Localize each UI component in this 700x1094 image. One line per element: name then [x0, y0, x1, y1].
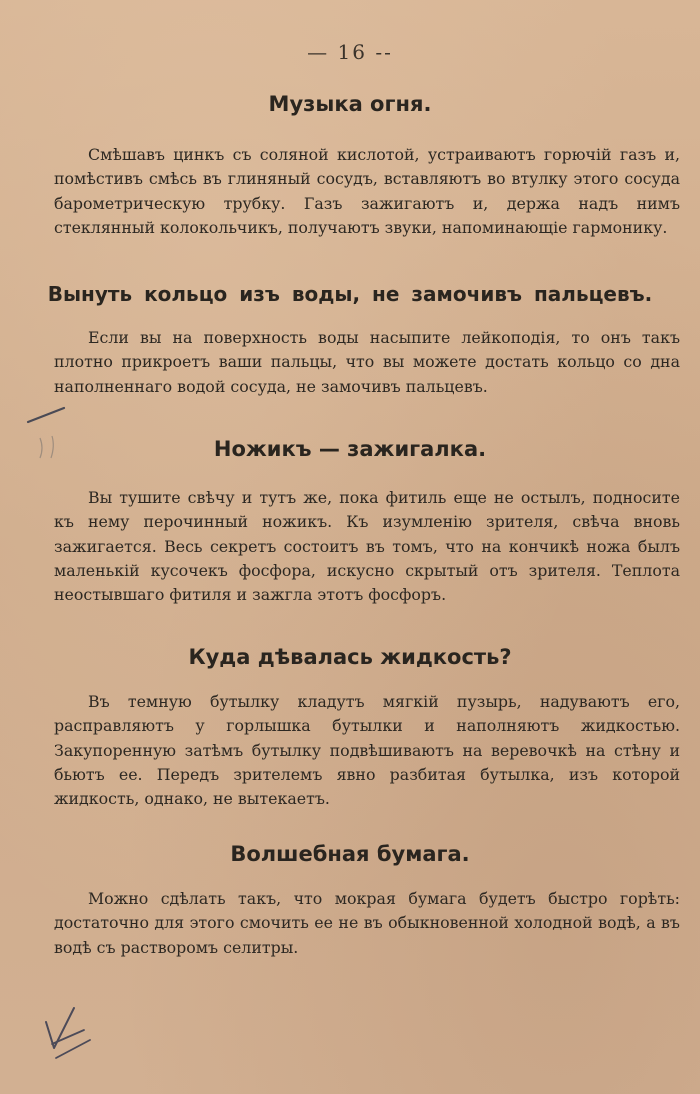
section-title-knife-lighter: Ножикъ — зажигалка.	[213, 437, 487, 461]
section-text-vanished-liquid: Въ темную бутылку кладутъ мягкій пузырь, надуваютъ его, расправляютъ у горлышка бутылки и наполняютъ жидкостью. Закупоренную затѣмъ бутылку подвѣшиваютъ на веревочкѣ на стѣну и бьютъ ее. Передъ зрителемъ явно разбитая бутылка, изъ которой жидкость, однако, не вытекаетъ.	[54, 692, 680, 809]
check-mark-icon	[40, 1004, 110, 1064]
section-title-magic-paper: Волшебная бумага.	[230, 842, 470, 866]
section-text-music-of-fire: Смѣшавъ цинкъ съ соляной кислотой, устраиваютъ горючій газъ и, помѣстивъ смѣсь въ глиняный сосудъ, вставляютъ во втулку этого сосуда барометрическую трубку. Газъ зажигаютъ и, держа надъ нимъ стеклянный колокольчикъ, получаютъ звуки, напоминающіе гармонику.	[54, 145, 680, 237]
section-text-knife-lighter: Вы тушите свѣчу и тутъ же, пока фитиль еще не остылъ, подносите къ нему перочинный ножикъ. Къ изумленію зрителя, свѣча вновь зажигается. Весь секретъ состоитъ въ томъ, что на кончикѣ ножа былъ маленькій кусочекъ фосфора, искусно скрытый отъ зрителя. Теплота неостывшаго фитиля и зажгла этотъ фосфоръ.	[54, 488, 680, 605]
page-number: — 16 --	[307, 40, 393, 64]
section-title-ring-from-water: Вынуть кольцо изъ воды, не замочивъ пальцевъ.	[47, 282, 653, 306]
section-text-magic-paper: Можно сдѣлать такъ, что мокрая бумага будетъ быстро горѣть: достаточно для этого смочить ее не въ обыкновенной холодной водѣ, а въ водѣ съ растворомъ селитры.	[54, 889, 680, 957]
section-title-vanished-liquid: Куда дѣвалась жидкость?	[188, 645, 512, 669]
section-text-ring-from-water: Если вы на поверхность воды насыпите лейкоподія, то онъ такъ плотно прикроетъ ваши пальцы, что вы можете достать кольцо со дна наполненнаго водой сосуда, не замочивъ пальцевъ.	[54, 328, 680, 396]
pencil-mark-icon	[22, 400, 82, 470]
section-title-music-of-fire: Музыка огня.	[268, 92, 432, 116]
